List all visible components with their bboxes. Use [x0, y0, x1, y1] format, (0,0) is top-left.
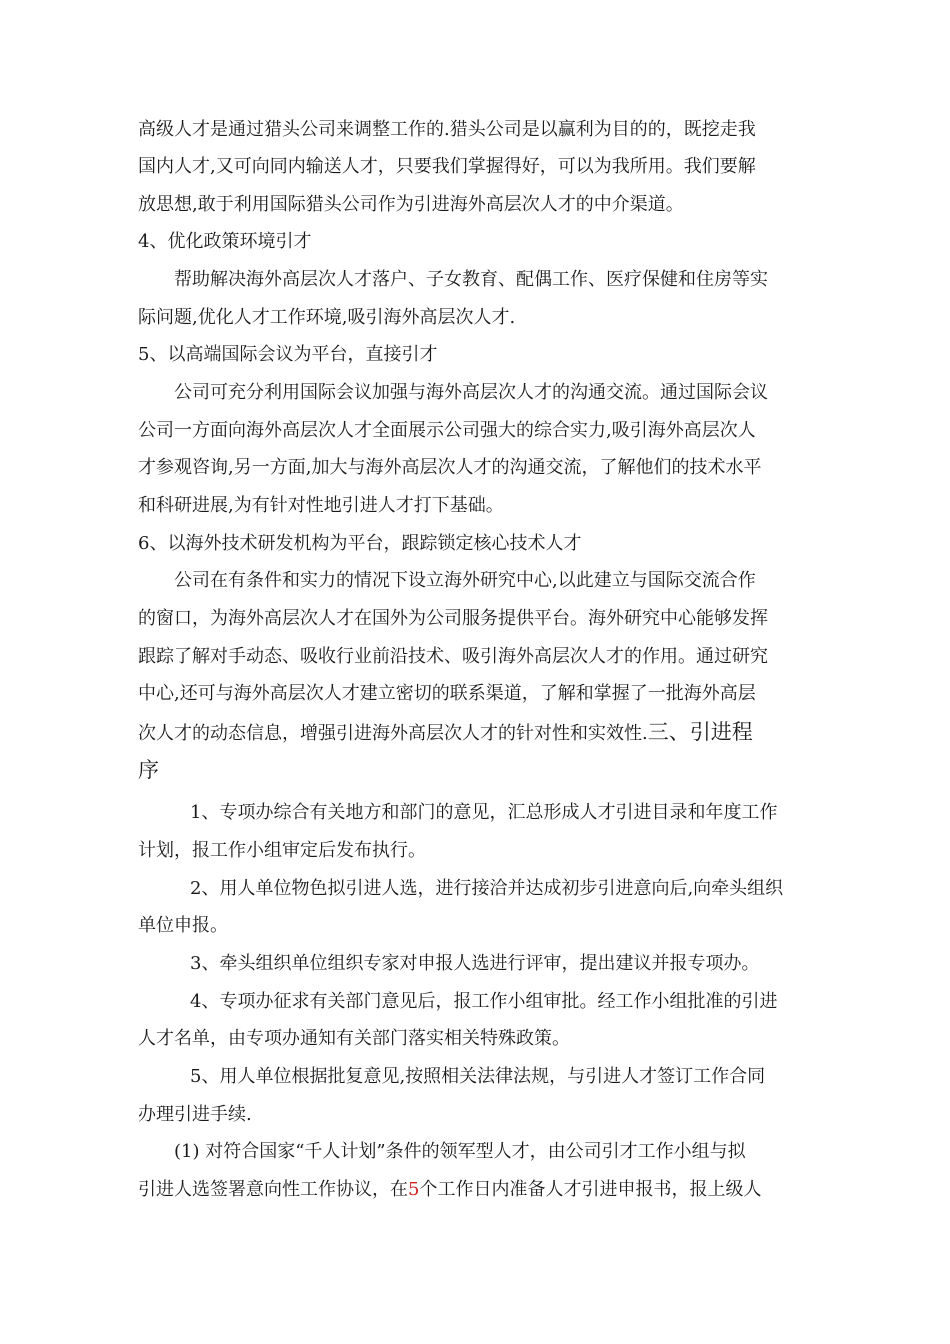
text-line [138, 343, 818, 367]
text-line-content: 的窗口，为海外高层次人才在国外为公司服务提供平台。海外研究中心能够发挥 [138, 608, 768, 629]
text-line [138, 155, 818, 179]
text-line-content: 2、用人单位物色拟引进人选，进行接洽并达成初步引进意向后,向牵头组织 [190, 878, 784, 899]
text-line-content: 际问题,优化人才工作环境,吸引海外高层次人才. [138, 307, 516, 328]
text-line-content: 放思想,敢于利用国际猎头公司作为引进海外高层次人才的中介渠道。 [138, 194, 684, 215]
text-line-content: 跟踪了解对手动态、吸收行业前沿技术、吸引海外高层次人才的作用。通过研究 [138, 646, 768, 667]
text-line [138, 118, 818, 142]
text-line [174, 268, 854, 292]
text-line [174, 381, 854, 405]
text-line-content: 才参观咨询,另一方面,加大与海外高层次人才的沟通交流，了解他们的技术水平 [138, 457, 762, 478]
text-line-content: 单位申报。 [138, 915, 228, 936]
text-line-content: 1、专项办综合有关地方和部门的意见，汇总形成人才引进目录和年度工作 [190, 802, 778, 823]
text-line [190, 990, 870, 1014]
text-line-content: 国内人才,又可向同内输送人才，只要我们掌握得好，可以为我所用。我们要解 [138, 156, 756, 177]
highlighted-number: 5 [408, 1179, 420, 1200]
text-line [138, 1178, 818, 1202]
text-line-content: 中心,还可与海外高层次人才建立密切的联系渠道，了解和掌握了一批海外高层 [138, 683, 756, 704]
text-line [138, 456, 818, 480]
text-line-content: 办理引进手续. [138, 1104, 252, 1125]
text-line-content: 引进人选签署意向性工作协议，在 [138, 1179, 408, 1200]
text-line [138, 306, 818, 330]
text-line [138, 1027, 818, 1051]
text-line-content: 3、牵头组织单位组织专家对申报人选进行评审，提出建议并报专项办。 [190, 953, 760, 974]
text-line [138, 758, 818, 782]
text-line [190, 1065, 870, 1089]
text-line-continuation: 个工作日内准备人才引进申报书，报上级人 [419, 1179, 762, 1200]
text-line-content: 4、专项办征求有关部门意见后，报工作小组审批。经工作小组批准的引进 [190, 991, 778, 1012]
text-line [138, 1103, 818, 1127]
text-line-content: 和科研进展,为有针对性地引进人才打下基础。 [138, 495, 504, 516]
text-line-content: 公司在有条件和实力的情况下设立海外研究中心,以此建立与国际交流合作 [174, 570, 756, 591]
text-line [190, 877, 870, 901]
text-line [190, 952, 870, 976]
text-line [138, 494, 818, 518]
text-line-content: 公司可充分利用国际会议加强与海外高层次人才的沟通交流。通过国际会议 [174, 382, 768, 403]
text-line [138, 720, 818, 746]
text-line [190, 801, 870, 825]
text-line [138, 645, 818, 669]
text-line [138, 682, 818, 706]
text-line-content: 人才名单，由专项办通知有关部门落实相关特殊政策。 [138, 1028, 570, 1049]
text-line-content: 4、优化政策环境引才 [138, 231, 312, 252]
text-line-content: 高级人才是通过猎头公司来调整工作的.猎头公司是以赢利为目的的，既挖走我 [138, 119, 756, 140]
section-heading-fragment: 三、引进程 [647, 720, 753, 744]
text-line [138, 230, 818, 254]
text-line-content: 帮助解决海外高层次人才落户、子女教育、配偶工作、医疗保健和住房等实 [174, 269, 768, 290]
text-line [174, 1140, 854, 1164]
text-line [138, 419, 818, 443]
text-line-content: 计划，报工作小组审定后发布执行。 [138, 840, 426, 861]
text-line-content: 5、以高端国际会议为平台，直接引才 [138, 344, 438, 365]
text-line [138, 193, 818, 217]
text-line [138, 914, 818, 938]
text-line-content: 次人才的动态信息，增强引进海外高层次人才的针对性和实效性. [138, 723, 648, 744]
text-line [138, 839, 818, 863]
text-line-content: 6、以海外技术研发机构为平台，跟踪锁定核心技术人才 [138, 533, 582, 554]
text-line [138, 607, 818, 631]
text-line-content: 5、用人单位根据批复意见,按照相关法律法规，与引进人才签订工作合同 [190, 1066, 766, 1087]
text-line [138, 532, 818, 556]
text-line [174, 569, 854, 593]
text-line-content: (1) 对符合国家“千人计划”条件的领军型人才，由公司引才工作小组与拟 [174, 1141, 746, 1162]
text-line-content: 序 [138, 758, 159, 782]
text-line-content: 公司一方面向海外高层次人才全面展示公司强大的综合实力,吸引海外高层次人 [138, 420, 756, 441]
